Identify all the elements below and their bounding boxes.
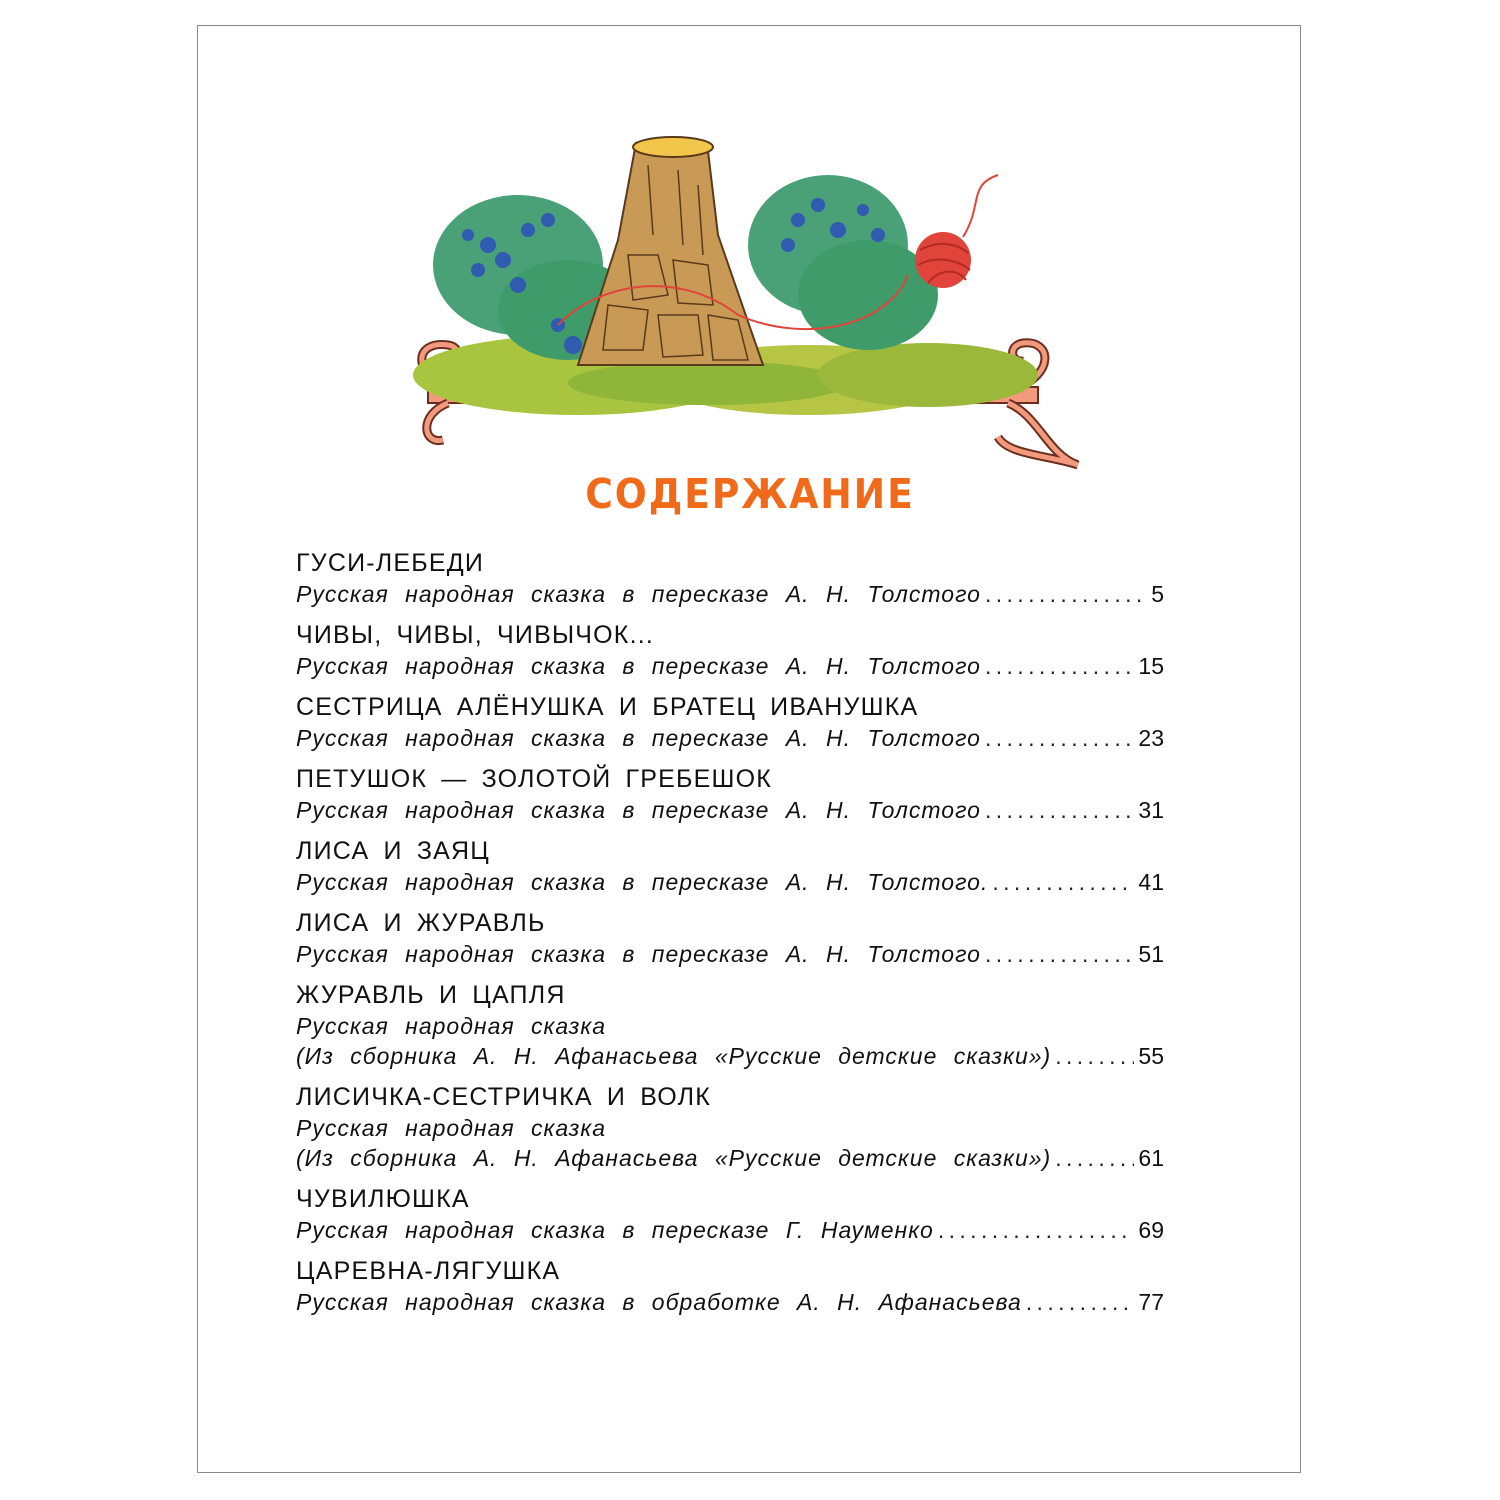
toc-entry-subtitle: Русская народная сказка в пересказе А. Н. Толстого	[296, 653, 981, 679]
dot-leader	[1055, 1143, 1134, 1173]
toc-entry-title: ЧУВИЛЮШКА	[296, 1185, 470, 1213]
toc-entry	[296, 763, 1164, 825]
dot-leader	[985, 723, 1134, 753]
dot-leader	[938, 1215, 1135, 1245]
toc-entry-title: ЦАРЕВНА-ЛЯГУШКА	[296, 1257, 561, 1285]
toc-page-number[interactable]: 41	[1138, 869, 1164, 895]
toc-entry	[296, 907, 1164, 969]
toc-page-number[interactable]: 15	[1138, 653, 1164, 679]
toc-page-number[interactable]: 23	[1138, 725, 1164, 751]
toc-entry	[296, 1081, 1164, 1173]
toc-entry-subtitle: Русская народная сказка	[296, 1115, 607, 1141]
toc-entry	[296, 1183, 1164, 1245]
toc-entry-subtitle: Русская народная сказка в пересказе А. Н. Толстого	[296, 725, 981, 751]
dot-leader	[985, 651, 1134, 681]
toc-entry-title: ЛИСИЧКА-СЕСТРИЧКА И ВОЛК	[296, 1083, 712, 1111]
yarn-ball	[915, 175, 998, 288]
toc-entry-title: ПЕТУШОК — ЗОЛОТОЙ ГРЕБЕШОК	[296, 765, 773, 793]
table-of-contents	[296, 547, 1164, 1327]
toc-entry-title: ЧИВЫ, ЧИВЫ, ЧИВЫЧОК...	[296, 621, 655, 649]
toc-entry	[296, 835, 1164, 897]
toc-entry-subtitle: Русская народная сказка в пересказе Г. Науменко	[296, 1217, 934, 1243]
dot-leader	[985, 939, 1134, 969]
toc-page-number[interactable]: 69	[1138, 1217, 1164, 1243]
toc-entry-source: (Из сборника А. Н. Афанасьева «Русские детские сказки»)	[296, 1145, 1052, 1171]
dot-leader	[992, 867, 1134, 897]
toc-page-number[interactable]: 61	[1138, 1145, 1164, 1171]
toc-page-number[interactable]: 55	[1138, 1043, 1164, 1069]
dot-leader	[1026, 1287, 1135, 1317]
toc-page-number[interactable]: 31	[1138, 797, 1164, 823]
toc-entry-subtitle: Русская народная сказка в пересказе А. Н. Толстого	[296, 941, 981, 967]
toc-page-number[interactable]: 51	[1138, 941, 1164, 967]
toc-entry-subtitle: Русская народная сказка в обработке А. Н. Афанасьева	[296, 1289, 1022, 1315]
toc-entry	[296, 547, 1164, 609]
toc-entry	[296, 619, 1164, 681]
toc-page-number[interactable]: 5	[1151, 581, 1164, 607]
stump-illustration	[408, 125, 1088, 475]
toc-entry-subtitle: Русская народная сказка в пересказе А. Н. Толстого	[296, 797, 981, 823]
dot-leader	[1055, 1041, 1134, 1071]
toc-page-number[interactable]: 77	[1138, 1289, 1164, 1315]
toc-entry	[296, 1255, 1164, 1317]
toc-entry-subtitle: Русская народная сказка в пересказе А. Н. Толстого	[296, 581, 981, 607]
toc-entry-subtitle: Русская народная сказка	[296, 1013, 607, 1039]
toc-entry	[296, 691, 1164, 753]
toc-entry-title: ГУСИ-ЛЕБЕДИ	[296, 549, 485, 577]
dot-leader	[985, 579, 1147, 609]
toc-entry-title: СЕСТРИЦА АЛЁНУШКА И БРАТЕЦ ИВАНУШКА	[296, 693, 919, 721]
toc-entry-subtitle: Русская народная сказка в пересказе А. Н. Толстого.	[296, 869, 989, 895]
page-title: СОДЕРЖАНИЕ	[585, 470, 915, 518]
toc-entry-title: ЛИСА И ЖУРАВЛЬ	[296, 909, 546, 937]
dot-leader	[985, 795, 1134, 825]
toc-entry-title: ЛИСА И ЗАЯЦ	[296, 837, 490, 865]
toc-entry-source: (Из сборника А. Н. Афанасьева «Русские детские сказки»)	[296, 1043, 1052, 1069]
toc-entry-title: ЖУРАВЛЬ И ЦАПЛЯ	[296, 981, 566, 1009]
toc-entry	[296, 979, 1164, 1071]
